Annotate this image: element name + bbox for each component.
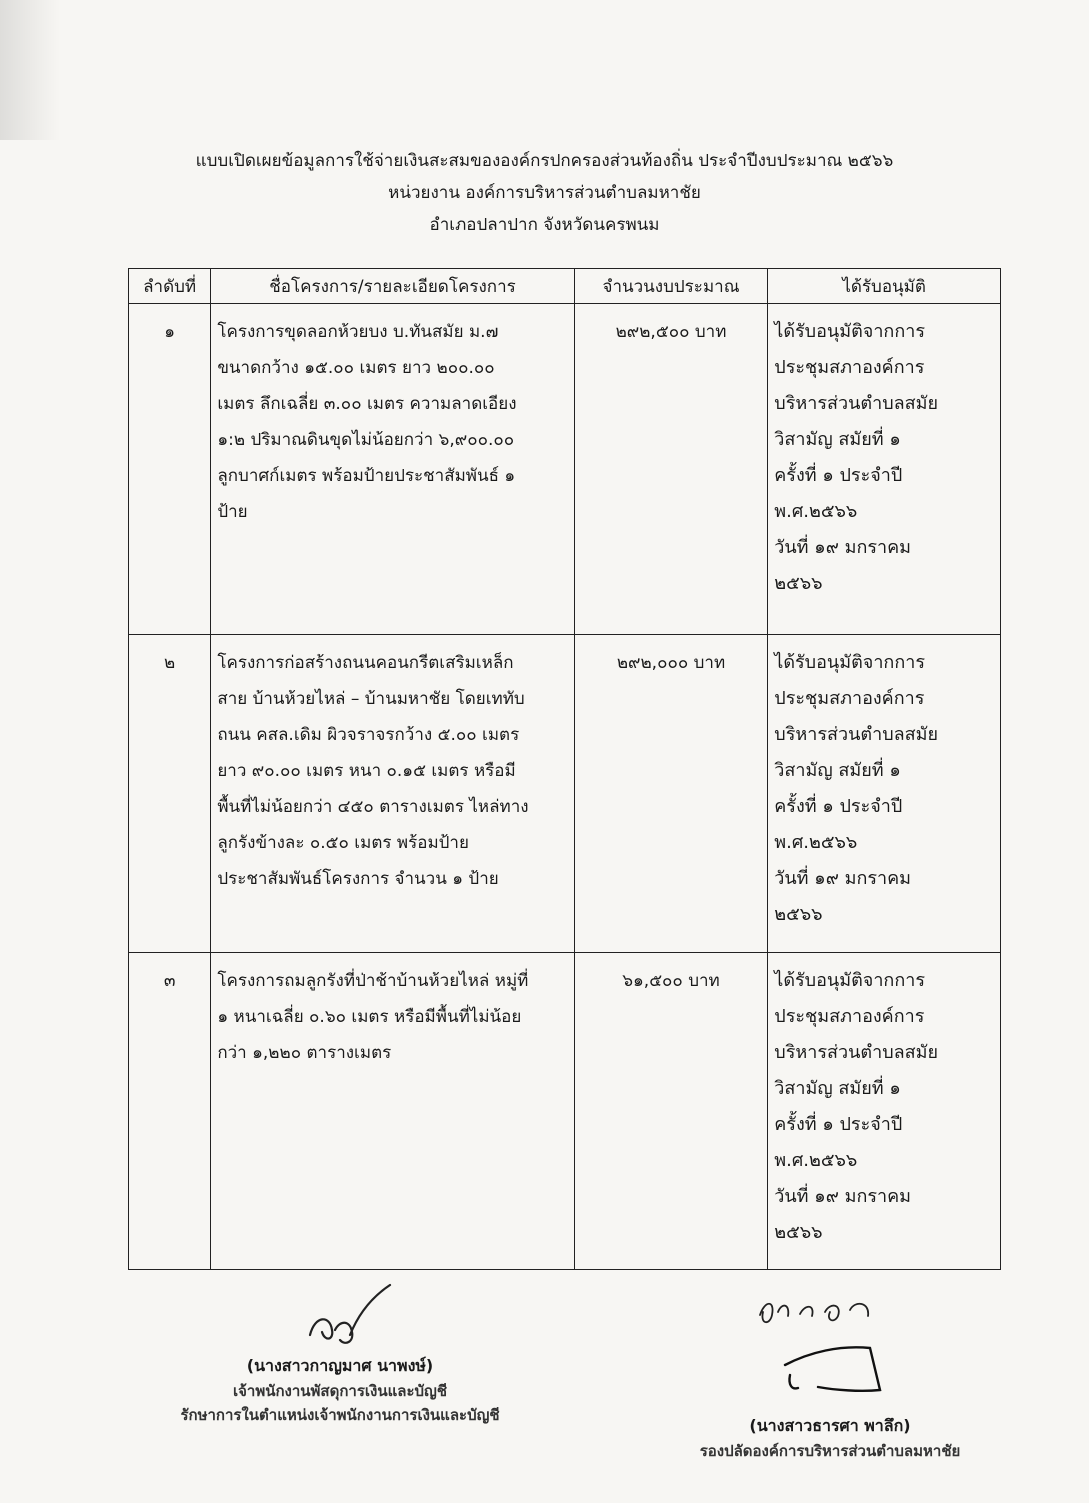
signer-name-left: (นางสาวกาญมาศ นาพงษ์) [246,1356,434,1375]
approval-detail [768,635,1001,953]
approval-line: วันที่ ๑๙ มกราคม [774,537,912,558]
detail-line: พื้นที่ไม่น้อยกว่า ๔๕๐ ตารางเมตร ไหล่ทาง [217,797,529,817]
table-row [129,953,1001,1270]
approval-line: บริหารส่วนตำบลสมัย [774,393,939,414]
approval-line: ครั้งที่ ๑ ประจำปี [774,796,903,817]
detail-line: ประชาสัมพันธ์โครงการ จำนวน ๑ ป้าย [217,869,499,889]
signer-position-right: รองปลัดองค์การบริหารส่วนตำบลมหาชัย [699,1442,961,1460]
approval-line: พ.ศ.๒๕๖๖ [774,501,858,522]
approval-line: ครั้งที่ ๑ ประจำปี [774,465,903,486]
table-header-row [129,269,1001,304]
signer-name-right: (นางสาวธารศา พาลึก) [749,1416,911,1435]
header-agency: หน่วยงาน องค์การบริหารส่วนตำบลมหาชัย [388,183,701,203]
table-row [129,635,1001,953]
approval-line: พ.ศ.๒๕๖๖ [774,832,858,853]
detail-line: สาย บ้านห้วยไหล่ – บ้านมหาชัย โดยเททับ [217,689,525,709]
budget-table [128,268,1001,1270]
approval-line: ๒๕๖๖ [774,573,823,594]
approval-line: ได้รับอนุมัติจากการ [774,652,925,673]
approval-line: ประชุมสภาองค์การ [774,357,925,378]
approval-line: บริหารส่วนตำบลสมัย [774,724,939,745]
col-header-budget: จำนวนงบประมาณ [574,269,768,304]
row-number: ๓ [129,953,211,1270]
header-location: อำเภอปลาปาก จังหวัดนครพนม [429,215,660,235]
detail-line: เมตร ลึกเฉลี่ย ๓.๐๐ เมตร ความลาดเอียง [217,394,517,414]
detail-line: ขนาดกว้าง ๑๕.๐๐ เมตร ยาว ๒๐๐.๐๐ [217,358,495,378]
detail-line: ป้าย [217,502,248,522]
approval-line: ประชุมสภาองค์การ [774,1006,925,1027]
handwritten-signature-right [730,1290,930,1410]
budget-amount: ๖๑,๕๐๐ บาท [574,953,768,1270]
approval-line: วิสามัญ สมัยที่ ๑ [774,1078,901,1099]
handwritten-signature-left [280,1280,400,1350]
signature-block-right [650,1290,1010,1463]
approval-line: ๒๕๖๖ [774,904,823,925]
row-number: ๑ [129,304,211,635]
table-row [129,304,1001,635]
row-number: ๒ [129,635,211,953]
approval-line: วันที่ ๑๙ มกราคม [774,868,912,889]
budget-amount: ๒๙๒,๕๐๐ บาท [574,304,768,635]
detail-line: ลูกบาศก์เมตร พร้อมป้ายประชาสัมพันธ์ ๑ [217,466,516,486]
scan-shadow [0,0,60,140]
detail-line: โครงการขุดลอกห้วยบง บ.ทันสมัย ม.๗ [217,322,499,342]
detail-line: โครงการถมลูกรังที่ป่าช้าบ้านห้วยไหล่ หมู่ที่ [217,971,529,991]
approval-line: ๒๕๖๖ [774,1222,823,1243]
header-title: แบบเปิดเผยข้อมูลการใช้จ่ายเงินสะสมขององค์กรปกครองส่วนท้องถิ่น ประจำปีงบประมาณ ๒๕๖๖ [195,151,894,171]
approval-line: ประชุมสภาองค์การ [774,688,925,709]
signature-block-left [120,1280,560,1427]
col-header-no: ลำดับที่ [129,269,211,304]
budget-amount: ๒๙๒,๐๐๐ บาท [574,635,768,953]
approval-line: วันที่ ๑๙ มกราคม [774,1186,912,1207]
approval-line: ได้รับอนุมัติจากการ [774,970,925,991]
approval-line: วิสามัญ สมัยที่ ๑ [774,429,901,450]
detail-line: ถนน คสล.เดิม ผิวจราจรกว้าง ๕.๐๐ เมตร [217,725,520,745]
approval-line: วิสามัญ สมัยที่ ๑ [774,760,901,781]
col-header-project: ชื่อโครงการ/รายละเอียดโครงการ [211,269,574,304]
approval-line: บริหารส่วนตำบลสมัย [774,1042,939,1063]
detail-line: ลูกรังข้างละ ๐.๕๐ เมตร พร้อมป้าย [217,833,469,853]
col-header-approval: ได้รับอนุมัติ [768,269,1001,304]
detail-line: โครงการก่อสร้างถนนคอนกรีตเสริมเหล็ก [217,653,514,673]
signer-position-left: เจ้าพนักงานพัสดุการเงินและบัญชี [232,1382,447,1400]
detail-line: ยาว ๙๐.๐๐ เมตร หนา ๐.๑๕ เมตร หรือมี [217,761,516,781]
approval-line: ได้รับอนุมัติจากการ [774,321,925,342]
project-detail [211,635,574,953]
signer-acting-position-left: รักษาการในตำแหน่งเจ้าพนักงานการเงินและบัญชี [180,1406,500,1424]
project-detail [211,304,574,635]
detail-line: ๑:๒ ปริมาณดินขุดไม่น้อยกว่า ๖,๙๐๐.๐๐ [217,430,515,450]
document-header [0,145,1089,241]
approval-line: ครั้งที่ ๑ ประจำปี [774,1114,903,1135]
project-detail [211,953,574,1270]
approval-detail [768,304,1001,635]
approval-line: พ.ศ.๒๕๖๖ [774,1150,858,1171]
approval-detail [768,953,1001,1270]
detail-line: ๑ หนาเฉลี่ย ๐.๖๐ เมตร หรือมีพื้นที่ไม่น้อย [217,1007,522,1027]
detail-line: กว่า ๑,๒๒๐ ตารางเมตร [217,1043,392,1063]
